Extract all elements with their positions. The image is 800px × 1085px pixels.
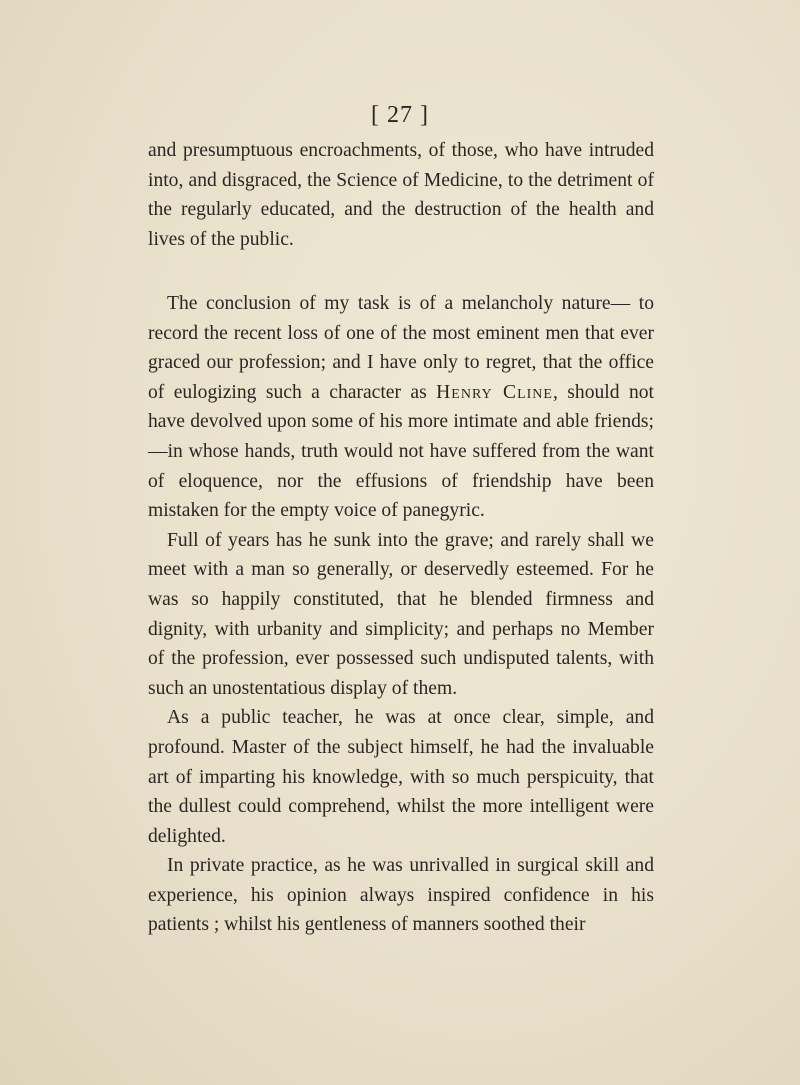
paragraph-3: Full of years has he sunk into the grave; and rarely shall we meet with a man so generally, or deservedly esteemed. For he was so happily constituted, that he blended firmness and dignity, with urbanity and simplicity; and perhaps no Member of the profession, ever possessed such undisputed talents, with such an unostentatious display of them. xyxy=(148,529,654,699)
paragraph-2-text-end: , should not have devolved upon some of his more intimate and able friends;—in whose hands, truth would not have suffered from the want of eloquence, nor the effusions of friendship have been mistaken for the empty voice of panegyric. xyxy=(148,381,654,522)
paragraph-4: As a public teacher, he was at once clear, simple, and profound. Master of the subject himself, he had the invaluable art of imparting his knowledge, with so much perspicuity, that the dullest could comprehend, whilst the more intelligent were delighted. xyxy=(148,707,654,847)
text-block-main xyxy=(148,289,654,940)
paragraph-2 xyxy=(148,289,654,526)
paragraph-2-text-start: The conclusion of my task is of a melancholy nature— to record the recent loss of one of the most eminent men that ever graced our profession; and I have only to regret, that the office of eulogizing such a character as xyxy=(148,293,654,403)
paragraph-5: In private practice, as he was unrivalled in surgical skill and experience, his opinion always inspired confidence in his patients ; whilst his gentleness of manners soothed their xyxy=(148,855,654,936)
page-number: [ 27 ] xyxy=(371,102,429,128)
paragraph-1: and presumptuous encroachments, of those, who have intruded into, and disgraced, the Science of Medicine, to the detriment of the regularly educated, and the destruction of the health and lives of the public. xyxy=(148,140,654,250)
text-block-top xyxy=(148,136,654,254)
name-henry-cline: Henry Cline xyxy=(436,381,553,403)
